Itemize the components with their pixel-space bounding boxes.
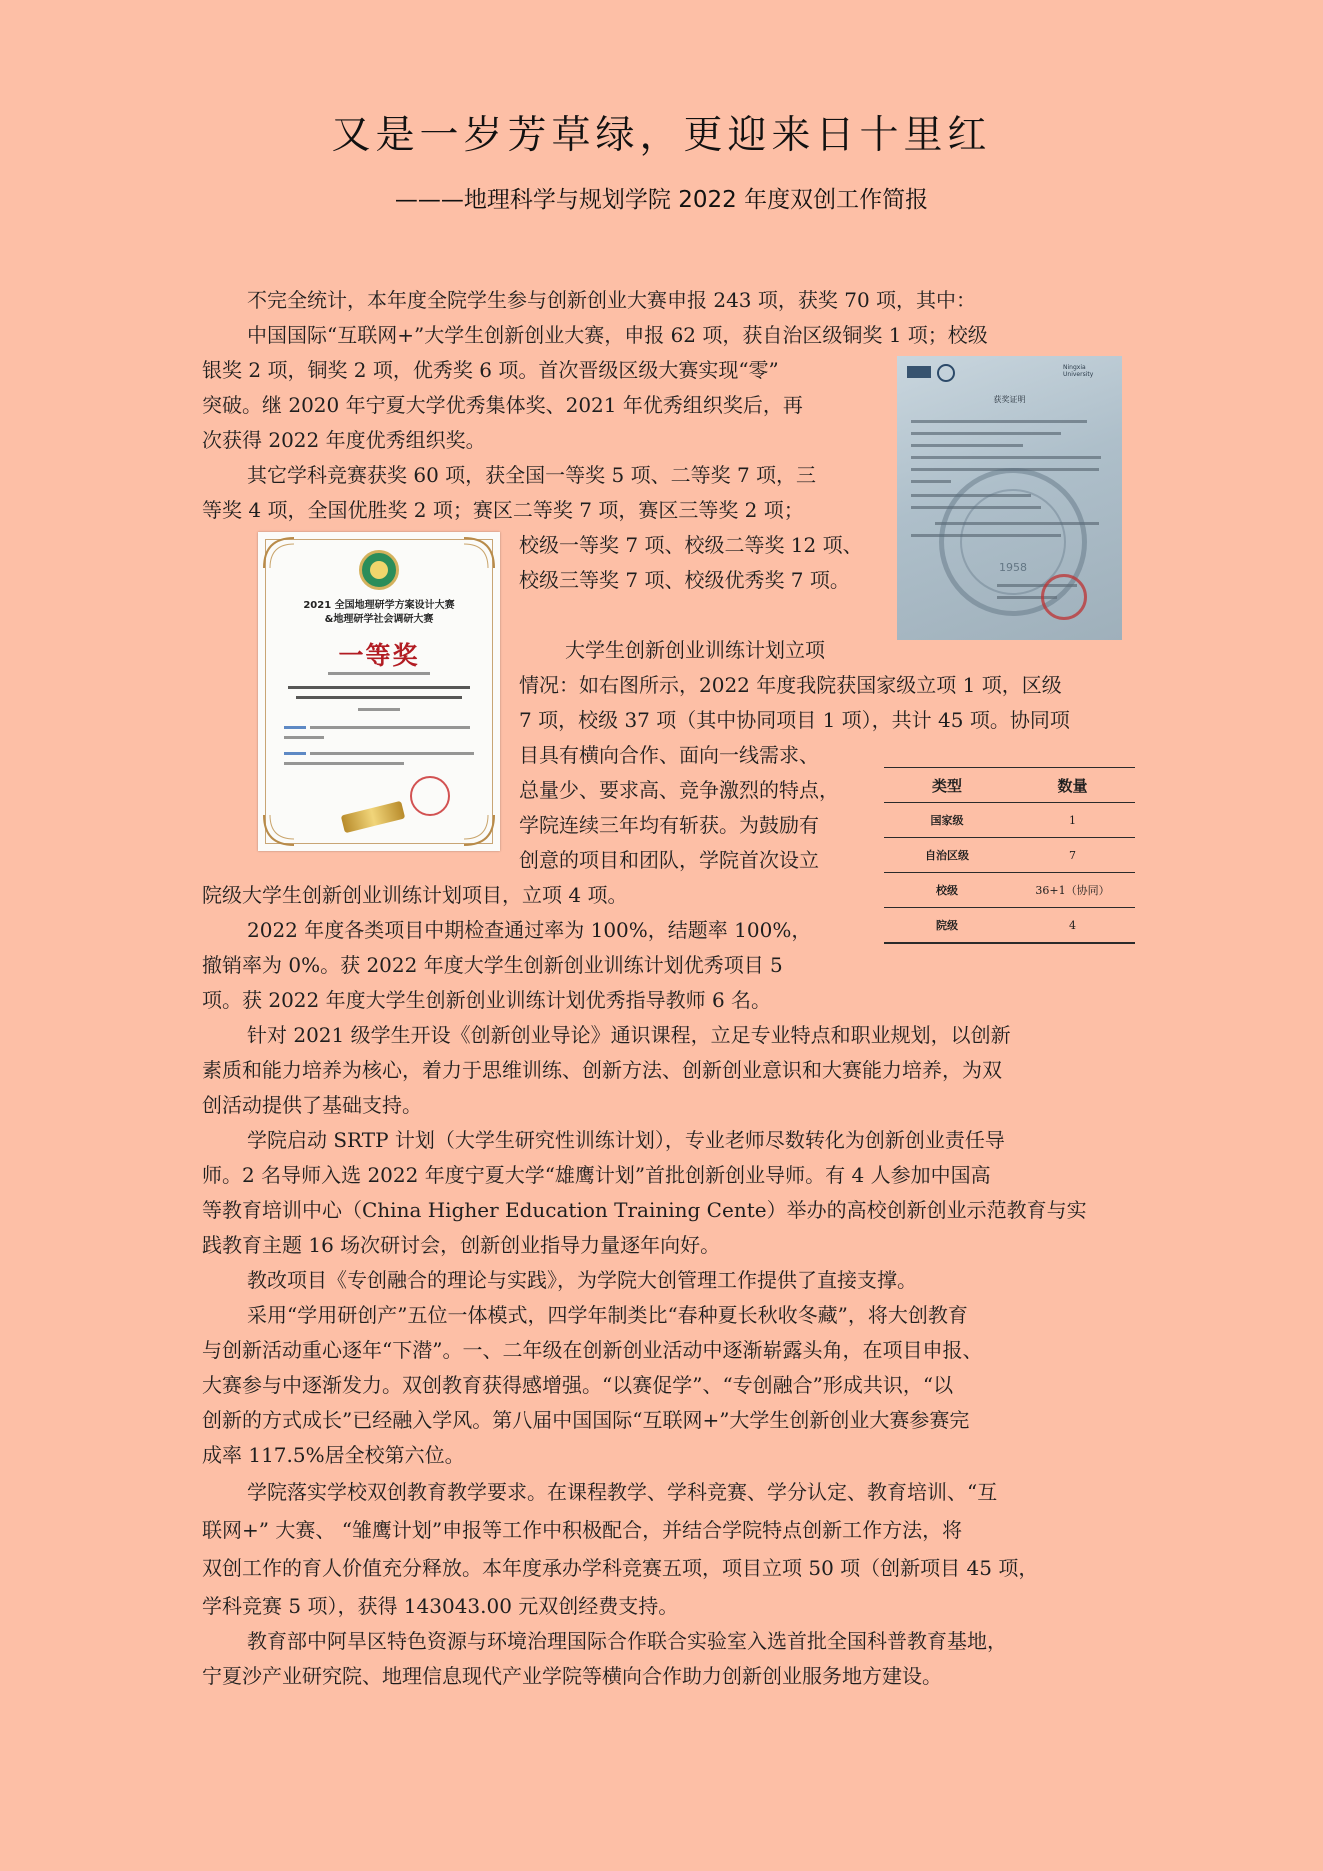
text-line: 校级三等奖 7 项、校级优秀奖 7 项。 <box>519 568 850 592</box>
project-count-table <box>884 767 1135 944</box>
ornament-icon <box>462 536 496 570</box>
text-line: 其它学科竞赛获奖 60 项，获全国一等奖 5 项、二等奖 7 项，三 <box>247 463 817 487</box>
proof-title: 获奖证明 <box>993 395 1026 404</box>
award-title-line1: 2021 全国地理研学方案设计大赛 <box>303 600 455 611</box>
text-line: 创意的项目和团队，学院首次设立 <box>519 848 819 872</box>
table-cell-type: 国家级 <box>884 803 1010 838</box>
text-line: 学院落实学校双创教育教学要求。在课程教学、学科竞赛、学分认定、教育培训、“互 <box>247 1480 998 1504</box>
text-line: 宁夏沙产业研究院、地理信息现代产业学院等横向合作助力创新创业服务地方建设。 <box>202 1664 942 1688</box>
table-cell-type: 院级 <box>884 908 1010 944</box>
table-header-type: 类型 <box>884 768 1010 803</box>
text-line: 中国国际“互联网+”大学生创新创业大赛，申报 62 项，获自治区级铜奖 1 项；校级 <box>247 323 988 347</box>
text-line: 学科竞赛 5 项），获得 143043.00 元双创经费支持。 <box>202 1594 679 1618</box>
table-cell-count: 7 <box>1010 838 1135 873</box>
text-line: 等奖 4 项，全国优胜奖 2 项；赛区二等奖 7 项，赛区三等奖 2 项； <box>202 498 804 522</box>
text-line: 次获得 2022 年度优秀组织奖。 <box>202 428 486 452</box>
university-logo-icon <box>907 366 931 378</box>
seal-year: 1958 <box>999 561 1027 574</box>
text-line: 成率 117.5%居全校第六位。 <box>202 1443 465 1467</box>
text-line: 教改项目《专创融合的理论与实践》，为学院大创管理工作提供了直接支撑。 <box>247 1268 917 1292</box>
proof-certificate-photo <box>897 356 1122 640</box>
table-row <box>884 838 1135 873</box>
award-prize: 一等奖 <box>338 641 420 670</box>
table-header-count: 数量 <box>1010 768 1135 803</box>
text-line: 师。2 名导师入选 2022 年度宁夏大学“雄鹰计划”首批创新创业导师。有 4 人参加中国高 <box>202 1163 991 1187</box>
red-stamp-icon <box>410 776 450 816</box>
proof-header-text: Ningxia University <box>1063 364 1094 378</box>
text-line: 不完全统计，本年度全院学生参与创新创业大赛申报 243 项，获奖 70 项，其中： <box>247 288 977 312</box>
red-stamp-icon <box>1041 574 1087 620</box>
table-cell-count: 1 <box>1010 803 1135 838</box>
text-line: 创活动提供了基础支持。 <box>202 1093 422 1117</box>
text-line: 联网+” 大赛、 “雏鹰计划”申报等工作中积极配合，并结合学院特点创新工作方法，将 <box>202 1518 963 1542</box>
page-subtitle: ———地理科学与规划学院 2022 年度双创工作简报 <box>394 187 929 213</box>
emblem-icon <box>937 364 955 382</box>
award-certificate-image <box>258 532 500 851</box>
table-row <box>884 908 1135 944</box>
text-line: 等教育培训中心（China Higher Education Training Cente）举办的高校创新创业示范教育与实 <box>202 1198 1087 1222</box>
text-line: 教育部中阿旱区特色资源与环境治理国际合作联合实验室入选首批全国科普教育基地， <box>247 1629 1007 1653</box>
text-line: 大学生创新创业训练计划立项 <box>565 638 825 662</box>
text-line: 目具有横向合作、面向一线需求、 <box>519 743 819 767</box>
text-line: 双创工作的育人价值充分释放。本年度承办学科竞赛五项，项目立项 50 项（创新项目 45 项， <box>202 1556 1039 1580</box>
table-cell-type: 校级 <box>884 873 1010 908</box>
text-line: 与创新活动重心逐年“下潜”。一、二年级在创新创业活动中逐渐崭露头角，在项目申报、 <box>202 1338 983 1362</box>
text-line: 校级一等奖 7 项、校级二等奖 12 项、 <box>519 533 863 557</box>
text-line: 院级大学生创新创业训练计划项目，立项 4 项。 <box>202 883 628 907</box>
text-line: 撤销率为 0%。获 2022 年度大学生创新创业训练计划优秀项目 5 <box>202 953 783 977</box>
text-line: 总量少、要求高、竞争激烈的特点， <box>519 778 839 802</box>
text-line: 学院连续三年均有斩获。为鼓励有 <box>519 813 819 837</box>
text-line: 突破。继 2020 年宁夏大学优秀集体奖、2021 年优秀组织奖后，再 <box>202 393 803 417</box>
table-row <box>884 803 1135 838</box>
text-line: 银奖 2 项，铜奖 2 项，优秀奖 6 项。首次晋级区级大赛实现“零” <box>202 358 779 382</box>
text-line: 情况：如右图所示，2022 年度我院获国家级立项 1 项，区级 <box>519 673 1062 697</box>
table-row <box>884 873 1135 908</box>
text-line: 学院启动 SRTP 计划（大学生研究性训练计划），专业老师尽数转化为创新创业责任导 <box>247 1128 1005 1152</box>
text-line: 素质和能力培养为核心，着力于思维训练、创新方法、创新创业意识和大赛能力培养，为双 <box>202 1058 1002 1082</box>
text-line: 创新的方式成长”已经融入学风。第八届中国国际“互联网+”大学生创新创业大赛参赛完 <box>202 1408 970 1432</box>
ornament-icon <box>462 813 496 847</box>
page-title: 又是一岁芳草绿，更迎来日十里红 <box>331 113 992 158</box>
table-cell-type: 自治区级 <box>884 838 1010 873</box>
table-cell-count: 36+1（协同） <box>1010 873 1135 908</box>
ornament-icon <box>262 813 296 847</box>
award-title-line2: &地理研学社会调研大赛 <box>324 614 434 625</box>
table-cell-count: 4 <box>1010 908 1135 944</box>
text-line: 项。获 2022 年度大学生创新创业训练计划优秀指导教师 6 名。 <box>202 988 772 1012</box>
ornament-icon <box>262 536 296 570</box>
text-line: 采用“学用研创产”五位一体模式，四学年制类比“春种夏长秋收冬藏”，将大创教育 <box>247 1303 968 1327</box>
text-line: 2022 年度各类项目中期检查通过率为 100%，结题率 100%， <box>247 918 812 942</box>
text-line: 7 项，校级 37 项（其中协同项目 1 项），共计 45 项。协同项 <box>519 708 1070 732</box>
text-line: 针对 2021 级学生开设《创新创业导论》通识课程，立足专业特点和职业规划，以创新 <box>247 1023 1011 1047</box>
award-emblem-icon <box>359 550 399 590</box>
text-line: 践教育主题 16 场次研讨会，创新创业指导力量逐年向好。 <box>202 1233 721 1257</box>
text-line: 大赛参与中逐渐发力。双创教育获得感增强。“以赛促学”、“专创融合”形成共识，“以 <box>202 1373 954 1397</box>
